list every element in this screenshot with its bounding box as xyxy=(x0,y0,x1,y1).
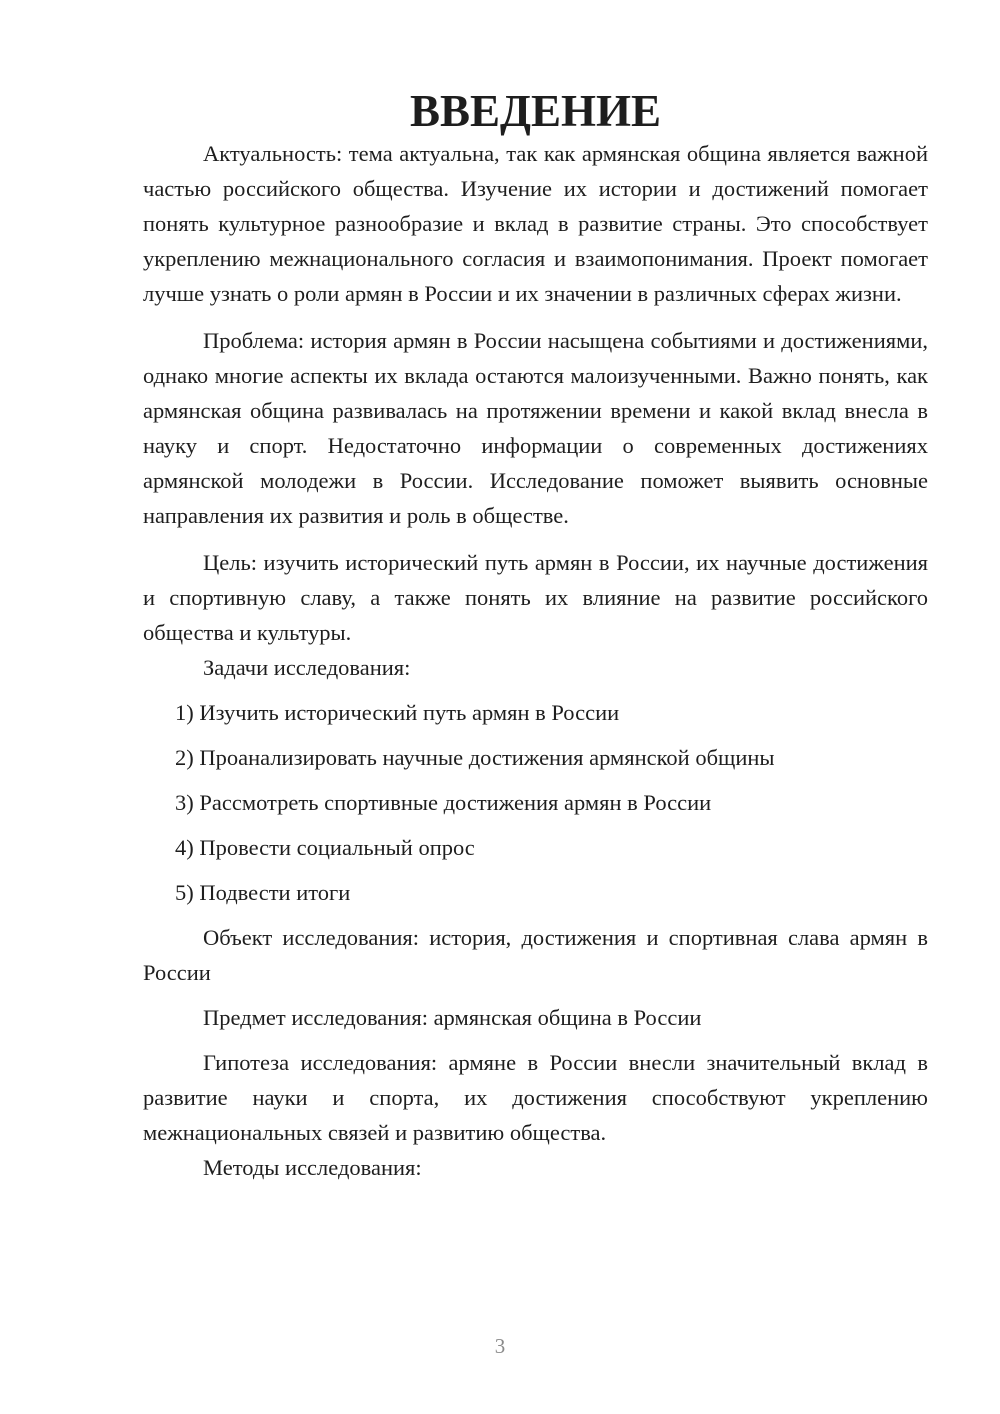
methods-label: Методы исследования: xyxy=(203,1155,422,1180)
task-item: 2) Проанализировать научные достижения армянской общины xyxy=(175,745,775,770)
object-paragraph: Объект исследования: история, достижения и спортивная слава армян в России xyxy=(143,925,928,985)
hypothesis-paragraph: Гипотеза исследования: армяне в России внесли значительный вклад в развитие науки и спорта, их достижения способствуют укреплению межнациональных связей и развитию общества. xyxy=(143,1050,928,1145)
problem-paragraph: Проблема: история армян в России насыщена событиями и достижениями, однако многие аспекты их вклада остаются малоизученными. Важно понять, как армянская община развивалась на протяжении времени и какой вклад внесла в науку и спорт. Недостаточно информации о современных достижениях армянской молодежи в России. Исследование поможет выявить основные направления их развития и роль в обществе. xyxy=(143,328,928,528)
task-item: 4) Провести социальный опрос xyxy=(175,835,475,860)
page-number: 3 xyxy=(494,1334,506,1358)
goal-paragraph: Цель: изучить исторический путь армян в России, их научные достижения и спортивную славу, а также понять их влияние на развитие российского общества и культуры. xyxy=(143,550,928,645)
task-item: 3) Рассмотреть спортивные достижения армян в России xyxy=(175,790,712,815)
page-content xyxy=(143,86,928,1185)
subject-paragraph: Предмет исследования: армянская община в России xyxy=(203,1005,702,1030)
section-title: ВВЕДЕНИЕ xyxy=(409,86,662,136)
task-item: 1) Изучить исторический путь армян в России xyxy=(175,700,620,725)
relevance-paragraph: Актуальность: тема актуальна, так как армянская община является важной частью российского общества. Изучение их истории и достижений помогает понять культурное разнообразие и вклад в развитие страны. Это способствует укреплению межнационального согласия и взаимопонимания. Проект помогает лучше узнать о роли армян в России и их значении в различных сферах жизни. xyxy=(143,141,928,306)
task-item: 5) Подвести итоги xyxy=(175,880,351,905)
tasks-list xyxy=(143,695,928,910)
tasks-label: Задачи исследования: xyxy=(203,655,411,680)
